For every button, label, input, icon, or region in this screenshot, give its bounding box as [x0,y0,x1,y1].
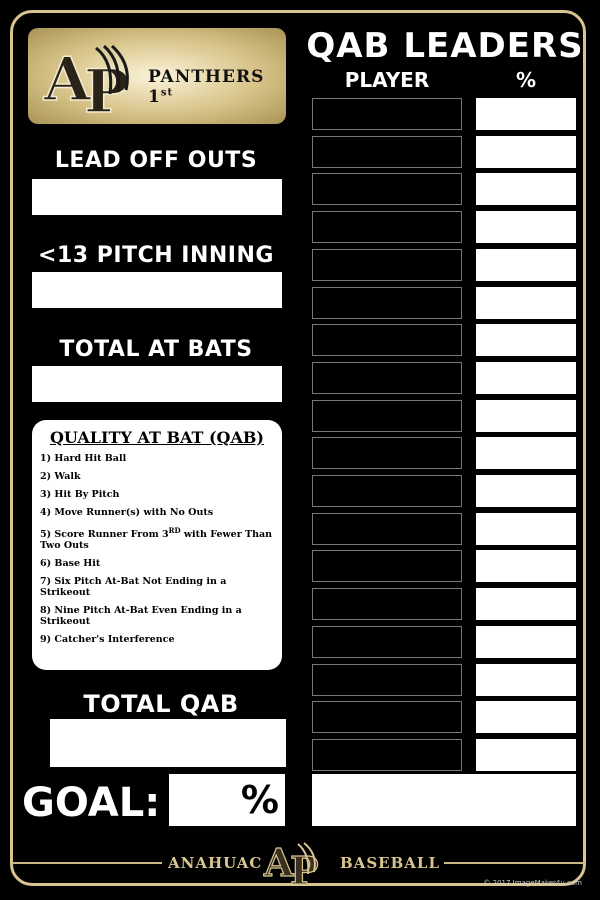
player-name-field[interactable] [312,664,462,696]
page-title: QAB LEADERS [306,26,584,66]
qab-item: 2) Walk [40,471,81,482]
player-name-field[interactable] [312,550,462,582]
player-percent-field[interactable] [476,211,576,243]
footer-right-text: BASEBALL [340,854,440,872]
player-percent-field[interactable] [476,664,576,696]
lead-off-outs-field[interactable] [32,179,282,215]
ap-logo-icon [40,34,148,118]
player-name-field[interactable] [312,211,462,243]
qab-criteria-card [32,420,282,670]
percent-column-header: % [515,68,537,92]
goal-percent-field[interactable]: % [169,774,285,826]
player-name-field[interactable] [312,437,462,469]
svg-text:A: A [44,45,91,115]
player-name-field[interactable] [312,136,462,168]
player-name-field[interactable] [312,513,462,545]
player-percent-field[interactable] [476,98,576,130]
qab-item: 1) Hard Hit Ball [40,453,127,464]
player-percent-field[interactable] [476,437,576,469]
ap-logo-icon [262,836,334,888]
player-name-field[interactable] [312,324,462,356]
qab-card-title: QUALITY AT BAT (QAB) [49,428,264,447]
pitch-inning-label: <13 PITCH INNING [38,243,274,268]
player-percent-field[interactable] [476,550,576,582]
player-percent-field[interactable] [476,287,576,319]
total-qab-field[interactable] [50,719,286,767]
qab-item: 9) Catcher's Interference [40,634,175,646]
qab-item: 5) Score Runner From 3RD with Fewer Than Two Outs [40,526,273,552]
player-percent-field[interactable] [476,173,576,205]
team-logo-panel [28,28,286,124]
footer-left-text: ANAHUAC [168,854,263,872]
svg-text:A: A [264,840,294,885]
player-name-field[interactable] [312,701,462,733]
team-name: PANTHERS 1st [148,67,265,107]
total-qab-label: TOTAL QAB [83,690,239,718]
player-name-field[interactable] [312,249,462,281]
player-percent-field[interactable] [476,513,576,545]
footer-divider [12,862,162,864]
player-name-field[interactable] [312,287,462,319]
player-name-field[interactable] [312,588,462,620]
pitch-inning-field[interactable] [32,272,282,308]
player-percent-field[interactable] [476,324,576,356]
player-percent-field[interactable] [476,626,576,658]
copyright-text: © 2017 ImageMaker4u.com [483,879,582,887]
player-percent-field[interactable] [476,136,576,168]
qab-criteria-list [32,453,282,645]
player-percent-field[interactable] [476,588,576,620]
player-column-header: PLAYER [344,68,430,92]
total-at-bats-label: TOTAL AT BATS [59,337,253,362]
lead-off-outs-label: LEAD OFF OUTS [54,148,258,173]
qab-item: 7) Six Pitch At-Bat Not Ending in a Strikeout [40,576,227,599]
player-percent-field[interactable] [476,362,576,394]
total-at-bats-field[interactable] [32,366,282,402]
qab-item: 3) Hit By Pitch [40,489,120,500]
player-name-field[interactable] [312,98,462,130]
player-name-field[interactable] [312,362,462,394]
goal-label: GOAL: [22,780,161,826]
qab-item: 6) Base Hit [40,558,101,570]
qab-item: 8) Nine Pitch At-Bat Even Ending in a Strikeout [40,605,242,628]
player-name-field[interactable] [312,173,462,205]
qab-item: 4) Move Runner(s) with No Outs [40,507,214,518]
player-name-field[interactable] [312,475,462,507]
player-percent-field[interactable] [476,249,576,281]
footer-divider [444,862,586,864]
player-percent-field[interactable] [476,475,576,507]
player-percent-field[interactable] [476,701,576,733]
svg-text:P: P [84,57,130,118]
player-percent-field[interactable] [476,400,576,432]
player-percent-field[interactable] [476,739,576,771]
goal-player-field[interactable] [312,774,576,826]
player-name-field[interactable] [312,739,462,771]
player-name-field[interactable] [312,626,462,658]
svg-text:P: P [290,848,319,888]
player-name-field[interactable] [312,400,462,432]
